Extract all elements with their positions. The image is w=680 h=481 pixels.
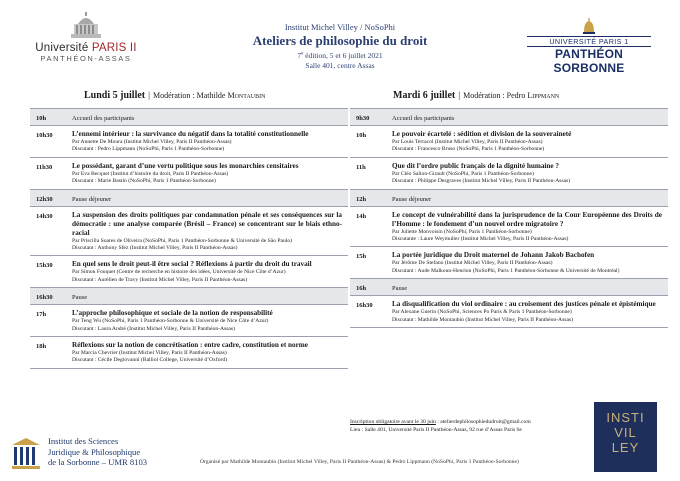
venue-line: Salle 401, centre Assas <box>305 61 375 70</box>
talk-title: La disqualification du viol ordinaire : au croisement des justices pénale et épistémique <box>392 300 656 309</box>
schedule-break-row <box>30 288 348 304</box>
monday-heading: Lundi 5 juillet | Modération : Mathilde Montaubin <box>84 90 266 101</box>
schedule-talk-row <box>350 296 668 327</box>
talk-title: La portée juridique du Droit maternel de Johann Jakob Bachofen <box>392 251 595 260</box>
isjps-line1: Institut des Sciences <box>48 436 119 446</box>
discussant-line: Discutant : Laura André (Institut Michel Villey, Paris II Panthéon-Assas) <box>72 325 235 332</box>
time-slot: 11h <box>356 163 366 171</box>
time-slot: 16h30 <box>36 294 53 302</box>
time-slot: 18h <box>36 343 47 351</box>
building-icon <box>67 10 105 40</box>
time-slot: 16h30 <box>356 302 373 310</box>
speaker-line: Par Cléo Salion-Girault (NoSoPhi, Paris 1 Panthéon-Sorbonne) <box>392 170 534 177</box>
discussant-line: Discutant : Aurélien de Travy (Institut Michel Villey, Paris II Panthéon-Assas) <box>72 276 248 283</box>
time-slot: 9h30 <box>356 115 370 122</box>
speaker-line: Par Jérôme De Stefano (Institut Michel Villey, Paris II Panthéon-Assas) <box>392 260 553 267</box>
talk-title: L’ennemi intérieur : la survivance du négatif dans la totalité constitutionnelle <box>72 130 309 138</box>
schedule-break-row <box>30 190 348 206</box>
time-slot: 17h <box>36 311 47 319</box>
schedule-talk-row <box>350 126 668 157</box>
talk-title: Le pouvoir écartelé : sédition et division de la souveraineté <box>392 130 572 138</box>
time-slot: 10h <box>356 132 367 139</box>
break-label: Accueil des participants <box>72 115 135 122</box>
logo-right-line2: PANTHÉON SORBONNE <box>553 47 625 75</box>
schedule-talk-row <box>30 305 348 336</box>
time-slot: 14h <box>356 212 367 220</box>
speaker-line: Par Louis Terracol (Institut Michel Villey, Paris II Panthéon-Assas) <box>392 139 543 145</box>
discussant-line: Discutant : Francesco Bruso (NoSoPhi, Paris 1 Panthéon-Sorbonne) <box>392 146 545 153</box>
organizers-footer: Organisé par Mathilde Montaubin (Institut Michel Villey, Paris II Panthéon-Assas) & Pedro Lippmann (NoSoPhi, Paris 1 Panthéon-Sorbonne) <box>200 459 519 465</box>
discussant-line: Discutant : Pedro Lippmann (NoSoPhi, Paris 1 Panthéon-Sorbonne) <box>72 146 225 153</box>
talk-title: La suspension des droits politiques par condamnation pénale et ses conséquences sur la démocratie : une analyse comparée (Brésil – France) se concentrant sur le biais ethno-racial <box>72 210 342 237</box>
registration-email[interactable]: : atelierdephilosophiedudroit@gmail.com <box>435 419 531 425</box>
logo-left-accent: PARIS II <box>91 42 137 54</box>
logo-right-line1: UNIVERSITÉ PARIS 1 <box>527 36 651 47</box>
time-slot: 15h30 <box>36 262 53 270</box>
speaker-line: Par Juliette Monvoisin (NoSoPhi, Paris 1 Panthéon-Sorbonne) <box>392 228 532 235</box>
talk-title: Le possédant, garant d’une vertu politique sous les monarchies censitaires <box>72 161 299 170</box>
schedule-talk-row <box>350 158 668 189</box>
divider <box>350 327 668 328</box>
talk-title: Le concept de vulnérabilité dans la jurisprudence de la Cour Européenne des Droits de l’Homme : le fondement d’un nouvel ordre migratoire ? <box>392 210 662 228</box>
isjps-logo <box>10 435 190 475</box>
venue-address: Lieu : Salle 401, Université Paris II Panthéon-Assas, 92 rue d’Assas Paris 6e <box>350 426 522 433</box>
logo-left-name: Université <box>35 42 89 54</box>
tuesday-moderation: Modération : Pedro Lippmann <box>463 91 560 100</box>
schedule-talk-row <box>30 158 348 189</box>
time-slot: 10h <box>36 115 47 122</box>
page-title: Ateliers de philosophie du droit <box>252 33 428 48</box>
speaker-line: Par Simon Fouquet (Centre de recherche en histoire des idées, Université de Nice Côte d’Azur) <box>72 269 286 276</box>
monday-moderation: Modération : Mathilde Montaubin <box>153 91 266 100</box>
tuesday-schedule <box>350 108 668 328</box>
header <box>0 0 680 80</box>
edition-line: 7e édition, 5 et 6 juillet 2021 <box>297 51 383 60</box>
talk-title: L’approche philosophique et sociale de la notion de responsabilité <box>72 309 273 318</box>
speaker-line: Par Eva Becquet (Institut d’histoire du droit, Paris II Panthéon-Assas) <box>72 170 229 177</box>
schedule-talk-row <box>30 256 348 287</box>
discussant-line: Discutante : Laure Weymuller (Institut Michel Villey, Paris II Panthéon-Assas) <box>392 236 569 243</box>
schedule-break-row <box>350 190 668 206</box>
schedule-talk-row <box>30 337 348 368</box>
speaker-line: Par Annette De Moura (Institut Michel Villey, Paris II Panthéon-Assas) <box>72 139 232 145</box>
discussant-line: Discutant : Philippe Desgraves (Institut Michel Villey, Paris II Panthéon-Assas) <box>392 178 571 185</box>
break-label: Pause <box>392 285 408 293</box>
isjps-line3: de la Sorbonne – UMR 8103 <box>48 457 148 467</box>
discussant-line: Discutant : Cécile Degiovanni (Balliol College, Université d’Oxford) <box>72 357 228 364</box>
columns-icon <box>10 437 42 471</box>
break-label: Pause <box>72 294 88 302</box>
discussant-line: Discutant : Aude Malkoun-Henrion (NoSoPhi, Paris 1 Panthéon-Sorbonne & Université de Montréal) <box>392 267 620 274</box>
monday-schedule <box>30 108 348 369</box>
speaker-line: Par Teng Wu (NoSoPhi, Paris 1 Panthéon-Sorbonne & Université de Nice Côte d’Azur) <box>72 318 269 325</box>
time-slot: 14h30 <box>36 212 53 220</box>
break-label: Pause déjeuner <box>72 195 112 203</box>
schedule-talk-row <box>30 207 348 256</box>
time-slot: 12h <box>356 195 367 203</box>
paris2-logo <box>26 10 146 63</box>
schedule-break-row <box>30 109 348 125</box>
time-slot: 11h30 <box>36 163 53 171</box>
break-label: Accueil des participants <box>392 115 455 122</box>
discussant-line: Discutant : Marie Bastin (NoSoPhi, Paris 1 Panthéon-Sorbonne) <box>72 178 216 185</box>
speaker-line: Par Marcia Chevrier (Institut Michel Villey, Paris II Panthéon-Assas) <box>72 350 227 357</box>
logo-left-subtitle: PANTHÉON-ASSAS <box>40 54 132 63</box>
schedule-break-row <box>350 279 668 295</box>
schedule-talk-row <box>30 126 348 157</box>
talk-title: En quel sens le droit peut-il être social ? Réflexions à partir du droit du travail <box>72 260 312 269</box>
time-slot: 10h30 <box>36 132 53 139</box>
time-slot: 16h <box>356 285 367 293</box>
divider <box>30 368 348 369</box>
discussant-line: Discutant : Mathilde Montaubin (Institut Michel Villey, Paris II Panthéon-Assas) <box>392 316 573 323</box>
tuesday-day: Mardi 6 juillet <box>393 90 456 101</box>
speaker-line: Par Priscilla Soares de Oliveira (NoSoPhi, Paris 1 Panthéon-Sorbonne & Université de São Paulo) <box>72 237 292 244</box>
institute-name: Institut Michel Villey / NoSoPhi <box>284 22 396 32</box>
discussant-line: Discutant : Anthony Sfez (Institut Michel Villey, Paris II Panthéon-Assas) <box>72 245 238 252</box>
schedule-talk-row <box>350 207 668 247</box>
institut-villey-badge: INSTI VIL LEY <box>594 402 657 472</box>
break-label: Pause déjeuner <box>392 195 432 203</box>
schedule-talk-row <box>350 247 668 278</box>
speaker-line: Par Alexane Guerin (NoSoPhi, Sciences Po Paris & Paris 1 Panthéon-Sorbonne) <box>392 309 572 316</box>
talk-title: Que dit l’ordre public français de la dignité humaine ? <box>392 161 559 170</box>
monday-day: Lundi 5 juillet <box>84 90 146 101</box>
time-slot: 12h30 <box>36 195 53 203</box>
isjps-line2: Juridique & Philosophique <box>48 446 141 457</box>
paris1-logo <box>519 18 659 75</box>
schedule-break-row <box>350 109 668 125</box>
registration-info <box>350 419 590 434</box>
tuesday-heading: Mardi 6 juillet | Modération : Pedro Lippmann <box>393 90 560 101</box>
event-header <box>200 22 480 70</box>
registration-label: Inscription obligatoire avant le 30 juin <box>350 419 436 425</box>
time-slot: 15h <box>356 253 367 261</box>
dome-icon <box>582 18 596 34</box>
talk-title: Réflexions sur la notion de concrétisation : entre cadre, constitution et norme <box>72 341 308 350</box>
